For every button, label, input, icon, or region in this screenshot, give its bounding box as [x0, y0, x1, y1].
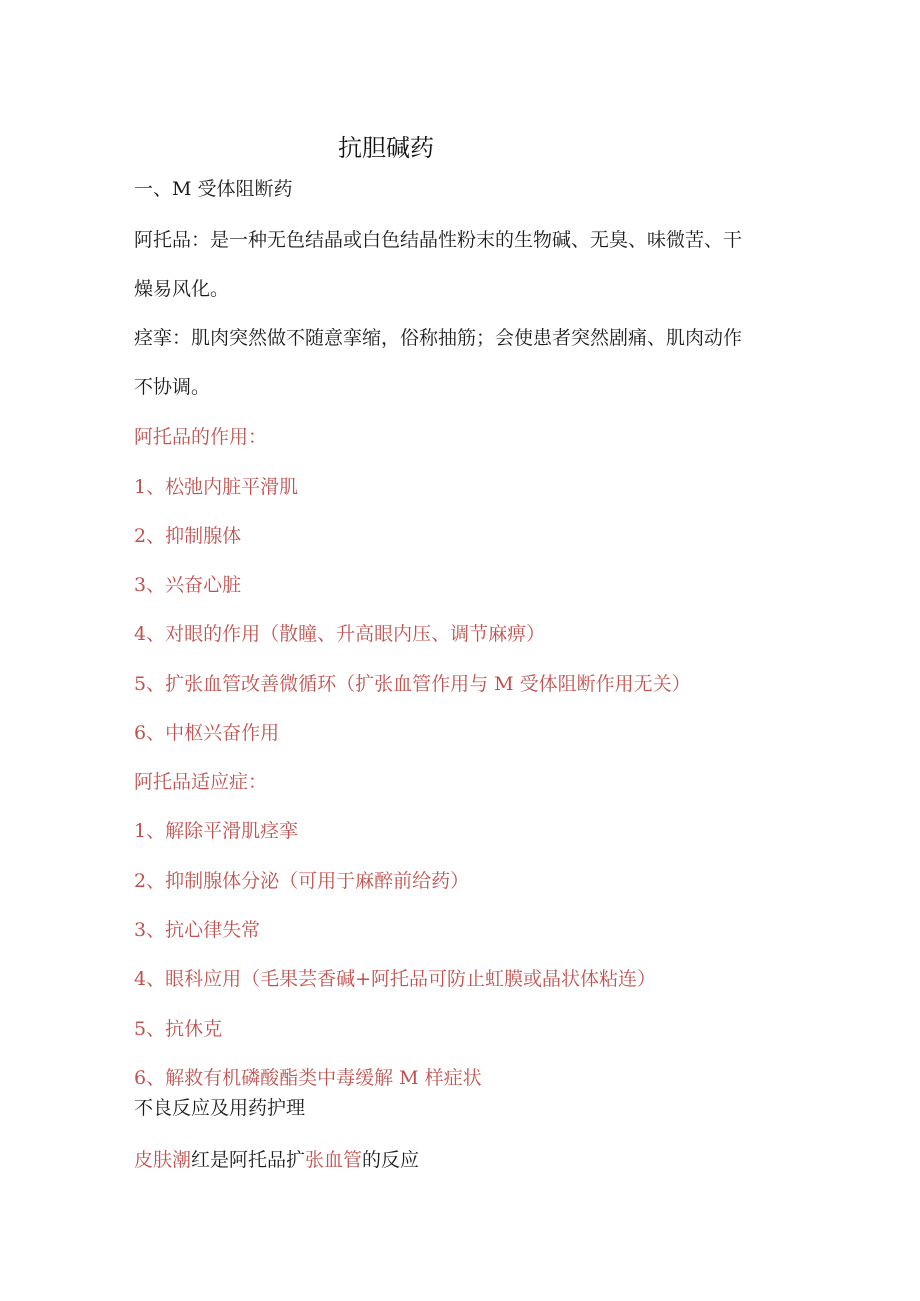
effect-item: 2、抑制腺体: [134, 525, 242, 547]
page-title: 抗胆碱药: [338, 134, 434, 162]
spasm-description-line-2: 不协调。: [134, 376, 211, 398]
section-heading: 一、M 受体阻断药: [134, 178, 293, 200]
effect-item: 6、中枢兴奋作用: [134, 722, 280, 744]
effect-item: 1、松弛内脏平滑肌: [134, 476, 299, 498]
effect-item: 4、对眼的作用（散瞳、升高眼内压、调节麻痹）: [134, 623, 546, 645]
indications-heading: 阿托品适应症：: [134, 771, 268, 793]
atropine-description-line-2: 燥易风化。: [134, 278, 230, 300]
flush-reaction-line: [134, 1151, 419, 1170]
atropine-description-line-1: 阿托品：是一种无色结晶或白色结晶性粉末的生物碱、无臭、味微苦、干: [134, 229, 743, 251]
indication-item: 1、解除平滑肌痉挛: [134, 820, 299, 842]
effects-heading: 阿托品的作用：: [134, 426, 268, 448]
effect-item: 3、兴奋心脏: [134, 574, 242, 596]
indication-item: 6、解救有机磷酸酯类中毒缓解 M 样症状: [134, 1067, 482, 1089]
effect-item: 5、扩张血管改善微循环（扩张血管作用与 M 受体阻断作用无关）: [134, 673, 691, 695]
indication-item: 5、抗休克: [134, 1018, 223, 1040]
indication-item: 3、抗心律失常: [134, 919, 261, 941]
flush-text-segment: 皮肤潮: [134, 1149, 192, 1171]
indication-item: 2、抑制腺体分泌（可用于麻醉前给药）: [134, 870, 470, 892]
flush-text-segment: 的反应: [362, 1149, 420, 1171]
indication-item: 4、眼科应用（毛果芸香碱+阿托品可防止虹膜或晶状体粘连）: [134, 968, 657, 990]
flush-text-segment: 张血管: [305, 1149, 363, 1171]
flush-text-segment: 红是阿托品扩: [191, 1149, 306, 1171]
adverse-reactions-heading: 不良反应及用药护理: [134, 1097, 306, 1119]
spasm-description-line-1: 痉挛：肌肉突然做不随意挛缩，俗称抽筋；会使患者突然剧痛、肌肉动作: [134, 327, 743, 349]
